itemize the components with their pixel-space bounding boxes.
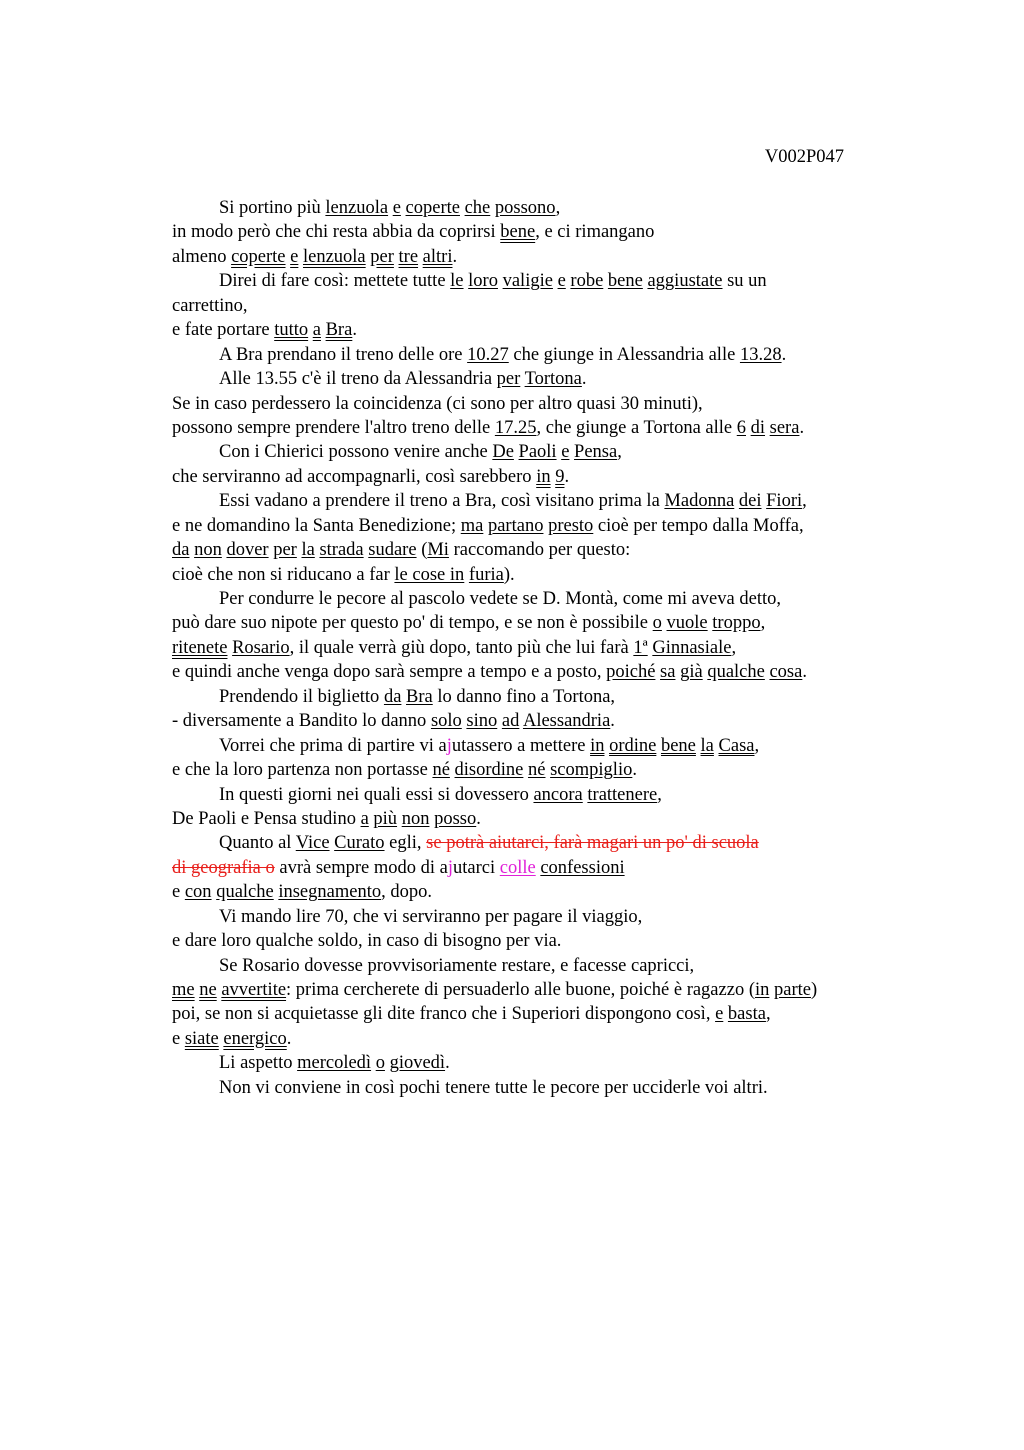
double-underlined-word: tre <box>398 246 419 267</box>
text-run: Prendendo il biglietto <box>219 686 384 707</box>
underlined-word: già <box>680 662 703 683</box>
text-run: , <box>802 491 807 512</box>
text-line <box>172 489 892 513</box>
underlined-word: Madonna <box>664 491 735 512</box>
text-line <box>172 563 892 587</box>
text-run: lo danno fino a Tortona, <box>432 686 616 707</box>
underlined-word: e <box>561 442 570 463</box>
double-underlined-word: a <box>312 320 321 341</box>
text-line <box>172 734 892 758</box>
text-run: Direi di fare così: mettete tutte <box>219 271 451 292</box>
underlined-word: non <box>401 808 430 829</box>
underlined-word: 6 <box>736 417 746 438</box>
underlined-word: cosa <box>769 662 803 683</box>
double-underlined-word: e <box>290 246 299 267</box>
underlined-word: per <box>273 540 297 561</box>
text-run: ( <box>416 540 428 561</box>
double-underlined-word: 9 <box>555 466 565 487</box>
underlined-word: ancora <box>533 784 583 805</box>
text-line <box>172 538 892 562</box>
inserted-underlined-text: colle <box>499 857 536 878</box>
text-run: De Paoli e Pensa studino <box>172 808 361 829</box>
text-run: , <box>731 637 737 658</box>
text-line <box>172 465 892 489</box>
underlined-word: da <box>172 540 190 561</box>
text-line <box>172 440 892 464</box>
text-run: che giunge in Alessandria alle <box>508 344 740 365</box>
text-line <box>172 1051 892 1075</box>
text-run: poi, se non si acquietasse gli dite franco che i Superiori dispongono così, <box>172 1004 716 1025</box>
text-line <box>172 905 892 929</box>
double-underlined-word: ne <box>199 980 217 1000</box>
underlined-word: giovedì <box>389 1053 446 1074</box>
underlined-word: ma <box>460 515 484 536</box>
double-underlined-word: tutto <box>274 320 309 341</box>
double-underlined-word: energico <box>223 1028 287 1049</box>
text-run: . <box>352 320 357 341</box>
underlined-word: o <box>375 1053 385 1074</box>
double-underlined-word: ordine <box>609 735 657 756</box>
underlined-word: basta <box>727 1004 766 1025</box>
text-run: , <box>657 784 662 805</box>
text-run: egli, <box>384 833 427 854</box>
underlined-word: bene <box>607 271 643 292</box>
text-run: . <box>632 760 637 781</box>
text-run: ) <box>810 980 818 1000</box>
text-line <box>172 1027 892 1051</box>
text-line <box>172 318 892 342</box>
text-line <box>172 709 892 733</box>
underlined-word: sa <box>660 662 676 683</box>
underlined-word: 13.28 <box>739 344 782 365</box>
underlined-word: 10.27 <box>467 344 509 365</box>
inserted-text: j <box>447 857 454 878</box>
text-line <box>172 880 892 904</box>
underlined-word: sera <box>769 417 800 438</box>
underlined-word: né <box>432 760 450 781</box>
underlined-word: parte <box>774 980 811 1000</box>
text-run: Vorrei che prima di partire vi a <box>219 735 447 756</box>
underlined-word: che <box>464 198 491 218</box>
underlined-word: aggiustate <box>647 271 723 292</box>
underlined-word: troppo <box>712 613 761 634</box>
underlined-word: qualche <box>707 662 765 683</box>
double-underlined-word: bene <box>660 735 696 756</box>
underlined-word: valigie <box>502 271 553 292</box>
double-underlined-word: Casa <box>718 735 755 756</box>
underlined-word: a <box>360 808 369 829</box>
text-run: Si portino più <box>219 198 326 218</box>
double-underlined-word: coperte <box>231 246 286 267</box>
underlined-word: possono <box>494 198 556 218</box>
text-run: , <box>760 613 766 634</box>
text-run: carrettino, <box>172 295 248 316</box>
text-run: Con i Chierici possono venire anche <box>219 442 493 463</box>
underlined-word: Pensa <box>574 442 618 463</box>
double-underlined-word: siate <box>184 1028 219 1049</box>
double-underlined-word: avvertite <box>221 980 287 1000</box>
underlined-word: né <box>528 760 546 781</box>
double-underlined-word: per <box>370 246 394 267</box>
underlined-word: da <box>383 686 402 707</box>
text-line <box>172 220 892 244</box>
underlined-word: robe <box>570 271 604 292</box>
text-run: può dare suo nipote per questo po' di tempo, e se non è possibile <box>172 613 653 634</box>
underlined-word: di <box>750 417 766 438</box>
underlined-word: posso <box>434 808 477 829</box>
text-run: , che giunge a Tortona alle <box>536 417 737 438</box>
page-id: V002P047 <box>764 147 844 167</box>
underlined-word: furia <box>468 564 504 585</box>
text-run: . <box>802 662 807 683</box>
text-run: : prima cercherete di persuaderlo alle buone, poiché è ragazzo ( <box>286 980 755 1000</box>
underlined-word: disordine <box>454 760 524 781</box>
text-run: Non vi conviene in così pochi tenere tutte le pecore per ucciderle voi altri. <box>219 1077 768 1098</box>
text-run: , <box>754 735 760 756</box>
underlined-word: e <box>715 1004 724 1025</box>
text-run: avrà sempre modo di a <box>274 857 448 878</box>
text-run: Vi mando lire 70, che vi serviranno per pagare il viaggio, <box>219 906 643 927</box>
underlined-word: in <box>754 980 770 1000</box>
double-underlined-word: lenzuola <box>302 246 366 267</box>
text-line <box>172 807 892 831</box>
deleted-text: di geografia o <box>172 857 275 878</box>
underlined-word: solo <box>430 711 462 732</box>
text-line <box>172 685 892 709</box>
text-run: . <box>286 1028 292 1049</box>
underlined-word: sudare <box>368 540 417 561</box>
text-line <box>172 367 892 391</box>
underlined-word: dei <box>738 491 762 512</box>
text-run: . <box>799 417 805 438</box>
underlined-word: poiché <box>606 662 656 683</box>
underlined-word: le <box>450 271 464 292</box>
text-run: e che la loro partenza non portasse <box>172 760 433 781</box>
text-run: che serviranno ad accompagnarli, così sarebbero <box>172 466 537 487</box>
text-line <box>172 929 892 953</box>
text-run: Alle 13.55 c'è il treno da Alessandria <box>219 369 497 390</box>
underlined-word: Alessandria <box>522 711 611 732</box>
text-run: almeno <box>172 246 232 267</box>
text-run: e <box>172 882 185 903</box>
underlined-word: loro <box>468 271 498 292</box>
underlined-word: e <box>557 271 566 292</box>
double-underlined-word: Bra <box>325 320 353 341</box>
text-line <box>172 269 892 293</box>
text-run: possono sempre prendere l'altro treno delle <box>172 417 495 438</box>
text-line <box>172 611 892 635</box>
double-underlined-word: me <box>172 980 195 1000</box>
underlined-word: insegnamento <box>278 882 382 903</box>
underlined-word: Curato <box>334 833 385 854</box>
underlined-word: Paoli <box>518 442 557 463</box>
double-underlined-word: la <box>700 735 714 756</box>
text-run: . <box>610 711 615 732</box>
underlined-word: mercoledì <box>297 1053 372 1074</box>
text-run: A Bra prendano il treno delle ore <box>219 344 468 365</box>
text-run: , il quale verrà giù dopo, tanto più che lui farà <box>289 637 634 658</box>
underlined-word: De <box>492 442 514 463</box>
text-run: e <box>172 1028 185 1049</box>
text-run: . <box>564 466 570 487</box>
underlined-word: partano <box>487 515 544 536</box>
text-line <box>172 636 892 660</box>
letter-body <box>172 196 892 1100</box>
text-run: Essi vadano a prendere il treno a Bra, così visitano prima la <box>219 491 665 512</box>
text-run: e dare loro qualche soldo, in caso di bisogno per via. <box>172 931 562 952</box>
text-run: Per condurre le pecore al pascolo vedete se D. Montà, come mi aveva detto, <box>219 589 781 609</box>
underlined-word: le cose in <box>394 564 465 585</box>
underlined-word: e <box>392 198 401 218</box>
underlined-word: sino <box>466 711 498 732</box>
underlined-word: 1ª <box>633 637 648 658</box>
text-run: Se in caso perdessero la coincidenza (ci sono per altro quasi 30 minuti), <box>172 393 703 414</box>
text-run: - diversamente a Bandito lo danno <box>172 711 431 732</box>
underlined-word: strada <box>319 540 364 561</box>
double-underlined-word: in <box>590 735 605 756</box>
text-line <box>172 856 892 880</box>
text-line <box>172 783 892 807</box>
text-line <box>172 978 892 1002</box>
underlined-word: Vice <box>295 833 330 854</box>
text-run: , <box>765 1004 771 1025</box>
text-run: raccomando per questo: <box>448 540 631 561</box>
text-run: Quanto al <box>219 833 296 854</box>
text-line <box>172 1002 892 1026</box>
underlined-word: Mi <box>427 540 449 561</box>
text-run: Li aspetto <box>219 1053 298 1074</box>
underlined-word: la <box>301 540 315 561</box>
text-line <box>172 758 892 782</box>
underlined-word: coperte <box>405 198 460 218</box>
underlined-word: presto <box>548 515 594 536</box>
text-run: , e ci rimangano <box>535 222 655 243</box>
underlined-word: lenzuola <box>325 198 389 218</box>
text-run: in modo però che chi resta abbia da coprirsi <box>172 222 501 243</box>
text-run: . <box>452 246 458 267</box>
text-run: . <box>476 808 481 829</box>
underlined-word: non <box>194 540 222 561</box>
double-underlined-word: bene <box>500 222 536 243</box>
text-line <box>172 416 892 440</box>
text-line <box>172 343 892 367</box>
underlined-word: confessioni <box>540 857 625 878</box>
underlined-word: dover <box>226 540 269 561</box>
text-line <box>172 831 892 855</box>
text-run: e quindi anche venga dopo sarà sempre a tempo e a posto, <box>172 662 607 683</box>
text-run: e fate portare <box>172 320 275 341</box>
double-underlined-word: altri <box>422 246 453 267</box>
inserted-text: j <box>446 735 452 756</box>
underlined-word: o <box>652 613 662 634</box>
underlined-word: Ginnasiale <box>652 637 732 658</box>
text-run: su un <box>722 271 767 292</box>
underlined-word: Tortona <box>524 369 582 390</box>
double-underlined-word: ritenete <box>172 637 228 658</box>
underlined-word: 17.25 <box>494 417 537 438</box>
text-run: . <box>581 369 587 390</box>
underlined-word: Bra <box>406 686 433 707</box>
double-underlined-word: in <box>536 466 551 487</box>
underlined-word: Fiori <box>766 491 803 512</box>
underlined-word: trattenere <box>587 784 658 805</box>
text-run: utarci <box>453 857 500 878</box>
text-run: , <box>555 198 561 218</box>
underlined-word: più <box>373 808 398 829</box>
text-line <box>172 587 892 611</box>
underlined-word: qualche <box>216 882 274 903</box>
text-run: , <box>617 442 622 463</box>
underlined-word: vuole <box>666 613 708 634</box>
text-line <box>172 954 892 978</box>
underlined-word: per <box>496 369 521 390</box>
text-run: utassero a mettere <box>451 735 591 756</box>
underlined-word: con <box>184 882 212 903</box>
text-run: cioè che non si riducano a far <box>172 564 395 585</box>
text-line <box>172 245 892 269</box>
text-run: Se Rosario dovesse provvisoriamente restare, e facesse capricci, <box>219 955 695 976</box>
deleted-text: se potrà aiutarci, farà magari un po' di scuola <box>426 833 759 854</box>
text-line <box>172 196 892 220</box>
text-run: e ne domandino la Santa Benedizione; <box>172 515 461 536</box>
underlined-word: ad <box>501 711 520 732</box>
text-line <box>172 514 892 538</box>
underlined-word: scompiglio <box>550 760 633 781</box>
text-line <box>172 1076 892 1100</box>
text-line <box>172 294 892 318</box>
text-run: ). <box>503 564 515 585</box>
text-run: In questi giorni nei quali essi si dovessero <box>219 784 534 805</box>
underlined-word: Rosario <box>232 637 290 658</box>
text-line <box>172 660 892 684</box>
text-line <box>172 392 892 416</box>
text-run: . <box>781 344 787 365</box>
text-run: . <box>445 1053 450 1074</box>
text-run: cioè per tempo dalla Moffa, <box>593 515 804 536</box>
text-run: , dopo. <box>381 882 432 903</box>
